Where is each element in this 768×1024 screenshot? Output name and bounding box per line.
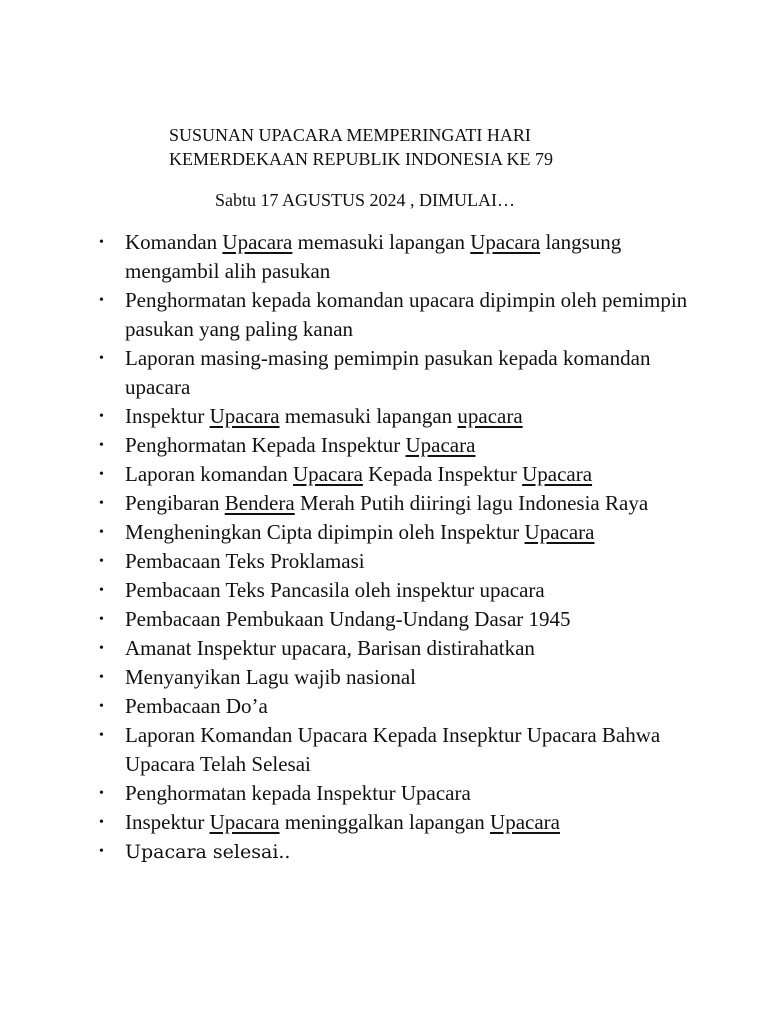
list-item: [0, 228, 768, 286]
title-line-2: KEMERDEKAAN REPUBLIK INDONESIA KE 79: [169, 149, 553, 169]
step-text: Komandan Upacara memasuki lapangan Upacara langsung mengambil alih pasukan: [125, 230, 622, 283]
bullet-icon: •: [99, 293, 104, 308]
bullet-icon: •: [99, 728, 104, 743]
list-item: [0, 431, 768, 460]
underlined-term: Upacara: [292, 462, 363, 486]
bullet-icon: •: [99, 496, 104, 511]
step-text: Inspektur Upacara memasuki lapangan upacara: [125, 404, 523, 428]
bullet-icon: •: [99, 409, 104, 424]
step-text: Upacara selesai..: [125, 841, 291, 863]
step-text: Inspektur Upacara meninggalkan lapangan Upacara: [125, 810, 560, 834]
list-item: [0, 344, 768, 402]
underlined-term: Upacara: [522, 462, 593, 486]
underlined-term: Upacara: [222, 230, 293, 254]
list-item: [0, 489, 768, 518]
step-text: Penghormatan kepada komandan upacara dipimpin oleh pemimpin pasukan yang paling kanan: [125, 288, 688, 341]
step-text: Laporan komandan Upacara Kepada Inspektur Upacara: [125, 462, 593, 486]
underlined-term: Upacara: [470, 230, 541, 254]
bullet-icon: •: [99, 235, 104, 250]
list-item: [0, 721, 768, 779]
list-item: [0, 663, 768, 692]
bullet-icon: •: [99, 554, 104, 569]
bullet-icon: •: [99, 583, 104, 598]
step-text: Pembacaan Teks Pancasila oleh inspektur upacara: [125, 578, 545, 602]
bullet-icon: •: [99, 815, 104, 830]
step-text: Pembacaan Do’a: [125, 694, 268, 718]
list-item: [0, 779, 768, 808]
step-text: Menyanyikan Lagu wajib nasional: [125, 665, 417, 689]
bullet-icon: •: [99, 670, 104, 685]
list-item: [0, 547, 768, 576]
step-text: Laporan Komandan Upacara Kepada Insepktur Upacara Bahwa Upacara Telah Selesai: [125, 723, 661, 776]
step-text: Penghormatan Kepada Inspektur Upacara: [125, 433, 476, 457]
bullet-icon: •: [99, 525, 104, 540]
underlined-term: upacara: [457, 404, 523, 428]
bullet-icon: •: [99, 641, 104, 656]
list-item: [0, 634, 768, 663]
step-text: Amanat Inspektur upacara, Barisan distirahatkan: [125, 636, 535, 660]
date-line: Sabtu 17 AGUSTUS 2024 , DIMULAI…: [215, 190, 516, 210]
underlined-term: Upacara: [524, 520, 595, 544]
bullet-icon: •: [99, 786, 104, 801]
underlined-term: Upacara: [405, 433, 476, 457]
title-line-1: SUSUNAN UPACARA MEMPERINGATI HARI: [169, 125, 531, 145]
bullet-icon: •: [99, 438, 104, 453]
list-item: [0, 576, 768, 605]
underlined-term: Upacara: [490, 810, 560, 834]
list-item: [0, 605, 768, 634]
bullet-icon: •: [99, 351, 104, 366]
list-item: [0, 518, 768, 547]
list-item: [0, 460, 768, 489]
bullet-icon: •: [99, 612, 104, 627]
step-text: Pembacaan Teks Proklamasi: [125, 549, 365, 573]
list-item: [0, 692, 768, 721]
step-text: Mengheningkan Cipta dipimpin oleh Inspektur Upacara: [125, 520, 595, 544]
step-text: Pembacaan Pembukaan Undang-Undang Dasar 1945: [125, 607, 571, 631]
underlined-term: Upacara: [209, 404, 280, 428]
bullet-icon: •: [99, 699, 104, 714]
list-item: [0, 286, 768, 344]
list-item: [0, 402, 768, 431]
list-item: [0, 808, 768, 837]
underlined-term: Bendera: [224, 491, 295, 515]
ceremony-steps-list: [0, 228, 768, 867]
underlined-term: Upacara: [209, 810, 280, 834]
bullet-icon: •: [99, 844, 104, 859]
document-title: [169, 123, 669, 171]
step-text: Pengibaran Bendera Merah Putih diiringi lagu Indonesia Raya: [125, 491, 649, 515]
bullet-icon: •: [99, 467, 104, 482]
step-text: Penghormatan kepada Inspektur Upacara: [125, 781, 471, 805]
step-text: Laporan masing-masing pemimpin pasukan kepada komandan upacara: [125, 346, 651, 399]
list-item: [0, 837, 768, 867]
